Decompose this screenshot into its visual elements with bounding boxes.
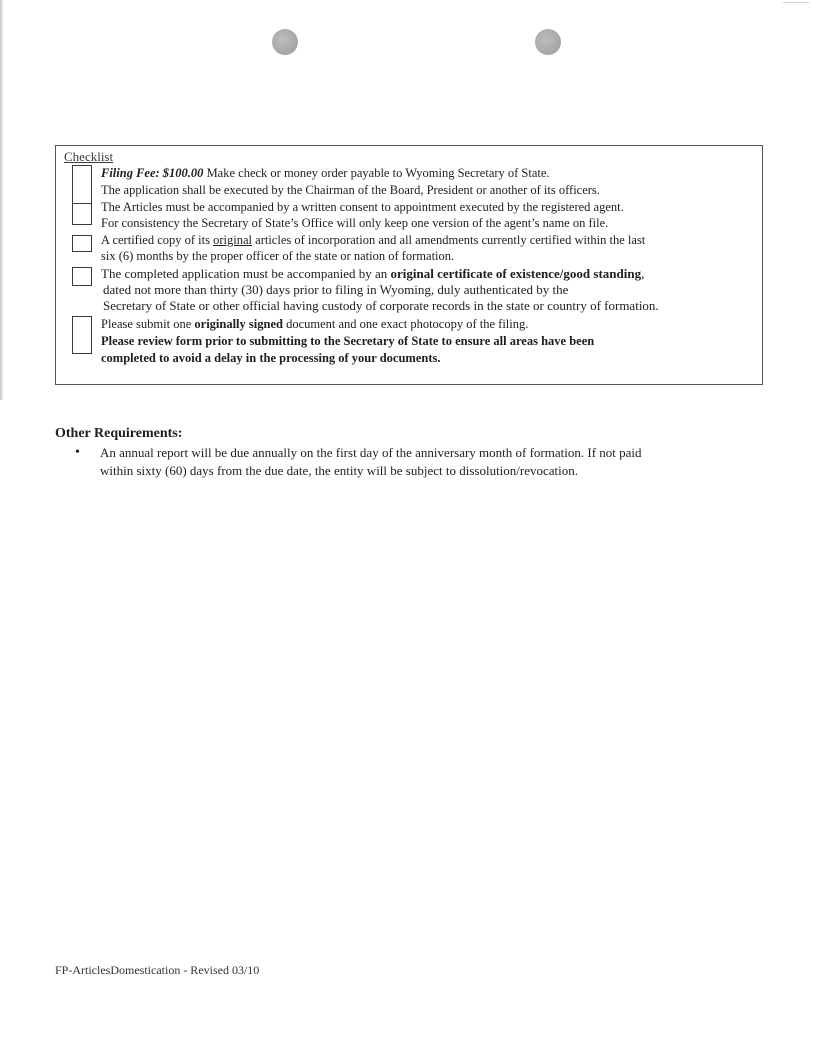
checkbox-certificate-existence[interactable]: [72, 267, 92, 286]
checkbox-consent[interactable]: [72, 203, 92, 225]
checkbox-certified-copy[interactable]: [72, 235, 92, 252]
checkbox-filing-fee[interactable]: [72, 165, 92, 187]
certified-copy-line-2: six (6) months by the proper officer of the state or nation of formation.: [101, 249, 455, 263]
executed-line: The application shall be executed by the Chairman of the Board, President or another of its officers.: [101, 183, 600, 197]
annual-report-line-1: An annual report will be due annually on the first day of the anniversary month of formation. If not paid: [100, 445, 642, 460]
filing-fee-line: Filing Fee: $100.00 Make check or money order payable to Wyoming Secretary of State.: [101, 166, 550, 180]
certificate-line-1: The completed application must be accompanied by an original certificate of existence/good standing,: [101, 266, 645, 281]
consent-line-2: For consistency the Secretary of State’s Office will only keep one version of the agent’s name on file.: [101, 216, 609, 230]
checklist-title: Checklist: [64, 149, 114, 164]
review-form-line-2: completed to avoid a delay in the processing of your documents.: [101, 351, 441, 365]
form-footer: FP-ArticlesDomestication - Revised 03/10: [55, 963, 260, 977]
checklist-box: [55, 145, 763, 385]
certificate-line-3: Secretary of State or other official having custody of corporate records in the state or country of formation.: [103, 298, 659, 313]
bullet-icon: •: [75, 445, 80, 460]
certified-copy-line-1: A certified copy of its original articles of incorporation and all amendments currently certified within the last: [101, 233, 646, 247]
punch-hole-right: [535, 29, 561, 55]
punch-hole-left: [272, 29, 298, 55]
review-form-line-1: Please review form prior to submitting to the Secretary of State to ensure all areas have been: [101, 334, 595, 348]
corner-mark: [783, 2, 809, 3]
other-requirements-heading: Other Requirements:: [55, 426, 183, 441]
annual-report-line-2: within sixty (60) days from the due date, the entity will be subject to dissolution/revocation.: [100, 463, 579, 478]
consent-line-1: The Articles must be accompanied by a written consent to appointment executed by the registered agent.: [101, 200, 624, 214]
checkbox-originally-signed[interactable]: [72, 316, 92, 334]
checkbox-review-form[interactable]: [72, 333, 92, 354]
originally-signed-line: Please submit one originally signed document and one exact photocopy of the filing.: [101, 317, 529, 331]
scan-edge: [0, 0, 3, 400]
certificate-line-2: dated not more than thirty (30) days prior to filing in Wyoming, duly authenticated by the: [103, 282, 569, 297]
